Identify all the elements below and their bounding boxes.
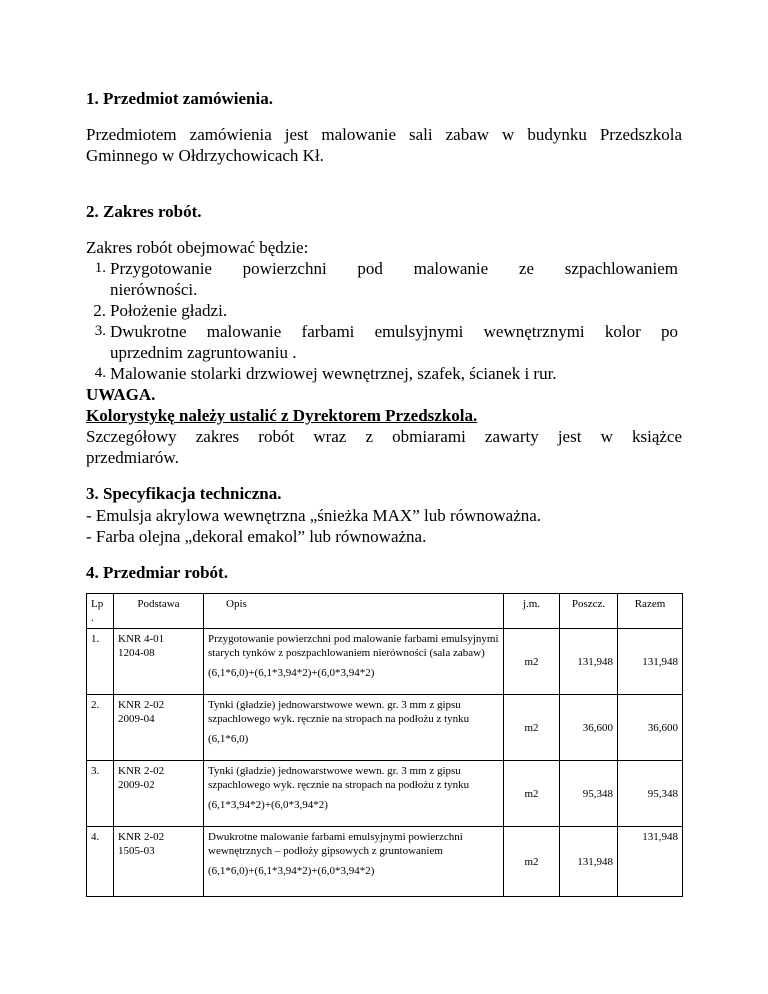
section-4-title: 4. Przedmiar robót.: [86, 563, 228, 582]
cell-podstawa: KNR 2-02 2009-02: [114, 761, 204, 827]
cell-lp: 1.: [87, 629, 114, 695]
cell-razem: 95,348: [618, 761, 683, 827]
header-opis: Opis: [204, 594, 504, 629]
cell-opis-text: Przygotowanie powierzchni pod malowanie farbami emulsyjnymi starych tynków z poszpachlowaniem nierówności (sala zabaw): [208, 633, 499, 659]
uwaga-note: Kolorystykę należy ustalić z Dyrektorem Przedszkola.: [86, 406, 478, 425]
header-poszcz: Poszcz.: [560, 594, 618, 629]
cell-poszcz: 131,948: [560, 629, 618, 695]
section-1-text-line2: Gminnego w Ołdrzychowicach Kł.: [86, 146, 324, 165]
cell-razem: 131,948: [618, 629, 683, 695]
uwaga-text-line1: Szczegółowy zakres robót wraz z obmiarami zawarty jest w książce: [86, 427, 682, 446]
list-item: [94, 363, 678, 384]
table-header-row: [87, 594, 683, 629]
list-item-line2: nierówności.: [110, 280, 198, 299]
cell-razem: 36,600: [618, 695, 683, 761]
list-item-line2: uprzednim zagruntowaniu .: [110, 343, 297, 362]
cell-poszcz: 36,600: [560, 695, 618, 761]
cell-opis: [204, 629, 504, 695]
cell-lp: 2.: [87, 695, 114, 761]
cell-opis: [204, 827, 504, 897]
cell-lp: 3.: [87, 761, 114, 827]
cell-lp: 4.: [87, 827, 114, 897]
list-item-number: 4.: [94, 365, 106, 381]
spec-line-1: - Emulsja akrylowa wewnętrzna „śnieżka MAX” lub równoważna.: [86, 506, 542, 525]
cell-poszcz: 95,348: [560, 761, 618, 827]
list-item: [94, 258, 678, 300]
cell-formula: (6,1*3,94*2)+(6,0*3,94*2): [208, 799, 328, 811]
table-row: [87, 761, 683, 827]
table-row: [87, 827, 683, 897]
list-item: [94, 321, 678, 363]
spec-line-2: - Farba olejna „dekoral emakol” lub równoważna.: [86, 527, 427, 546]
cell-jm: m2: [504, 629, 560, 695]
section-2-title: 2. Zakres robót.: [86, 202, 202, 221]
cell-jm: m2: [504, 827, 560, 897]
uwaga-title: UWAGA.: [86, 385, 156, 404]
cell-formula: (6,1*6,0)+(6,1*3,94*2)+(6,0*3,94*2): [208, 667, 375, 679]
cell-poszcz: 131,948: [560, 827, 618, 897]
cell-formula: (6,1*6,0): [208, 733, 249, 745]
section-3-title: 3. Specyfikacja techniczna.: [86, 484, 282, 503]
scope-list: [93, 258, 678, 384]
cell-podstawa: KNR 4-01 1204-08: [114, 629, 204, 695]
list-item-number: 3.: [94, 323, 106, 339]
section-2-intro: Zakres robót obejmować będzie:: [86, 238, 309, 257]
header-razem: Razem: [618, 594, 683, 629]
list-item-line1: Położenie gładzi.: [110, 301, 228, 320]
section-1-text-line1: Przedmiotem zamówienia jest malowanie sali zabaw w budynku Przedszkola: [86, 125, 682, 144]
table-row: [87, 695, 683, 761]
cell-jm: m2: [504, 761, 560, 827]
cell-opis: [204, 761, 504, 827]
list-item-line1: Dwukrotne malowanie farbami emulsyjnymi wewnętrznymi kolor po: [110, 322, 678, 341]
uwaga-text-line2: przedmiarów.: [86, 448, 179, 467]
section-1-title: 1. Przedmiot zamówienia.: [86, 89, 273, 108]
przedmiar-table: [86, 593, 683, 897]
header-podstawa: Podstawa: [114, 594, 204, 629]
cell-opis-text: Tynki (gładzie) jednowarstwowe wewn. gr. 3 mm z gipsu szpachlowego wyk. ręcznie na stropach na podłożu z tynku: [208, 765, 470, 791]
list-item-number: 2.: [93, 301, 106, 320]
cell-formula: (6,1*6,0)+(6,1*3,94*2)+(6,0*3,94*2): [208, 865, 375, 877]
cell-opis-text: Tynki (gładzie) jednowarstwowe wewn. gr. 3 mm z gipsu szpachlowego wyk. ręcznie na stropach na podłożu z tynku: [208, 699, 470, 725]
header-lp: Lp .: [87, 594, 114, 629]
cell-opis: [204, 695, 504, 761]
list-item: [93, 300, 678, 321]
cell-podstawa: KNR 2-02 1505-03: [114, 827, 204, 897]
table-row: [87, 629, 683, 695]
cell-podstawa: KNR 2-02 2009-04: [114, 695, 204, 761]
cell-razem: 131,948: [618, 827, 683, 897]
list-item-line1: Przygotowanie powierzchni pod malowanie ze szpachlowaniem: [110, 259, 678, 278]
list-item-line1: Malowanie stolarki drzwiowej wewnętrznej, szafek, ścianek i rur.: [110, 364, 557, 383]
cell-jm: m2: [504, 695, 560, 761]
header-jm: j.m.: [504, 594, 560, 629]
list-item-number: 1.: [94, 260, 106, 276]
cell-opis-text: Dwukrotne malowanie farbami emulsyjnymi powierzchni wewnętrznych – podłoży gipsowych z gruntowaniem: [208, 831, 463, 857]
